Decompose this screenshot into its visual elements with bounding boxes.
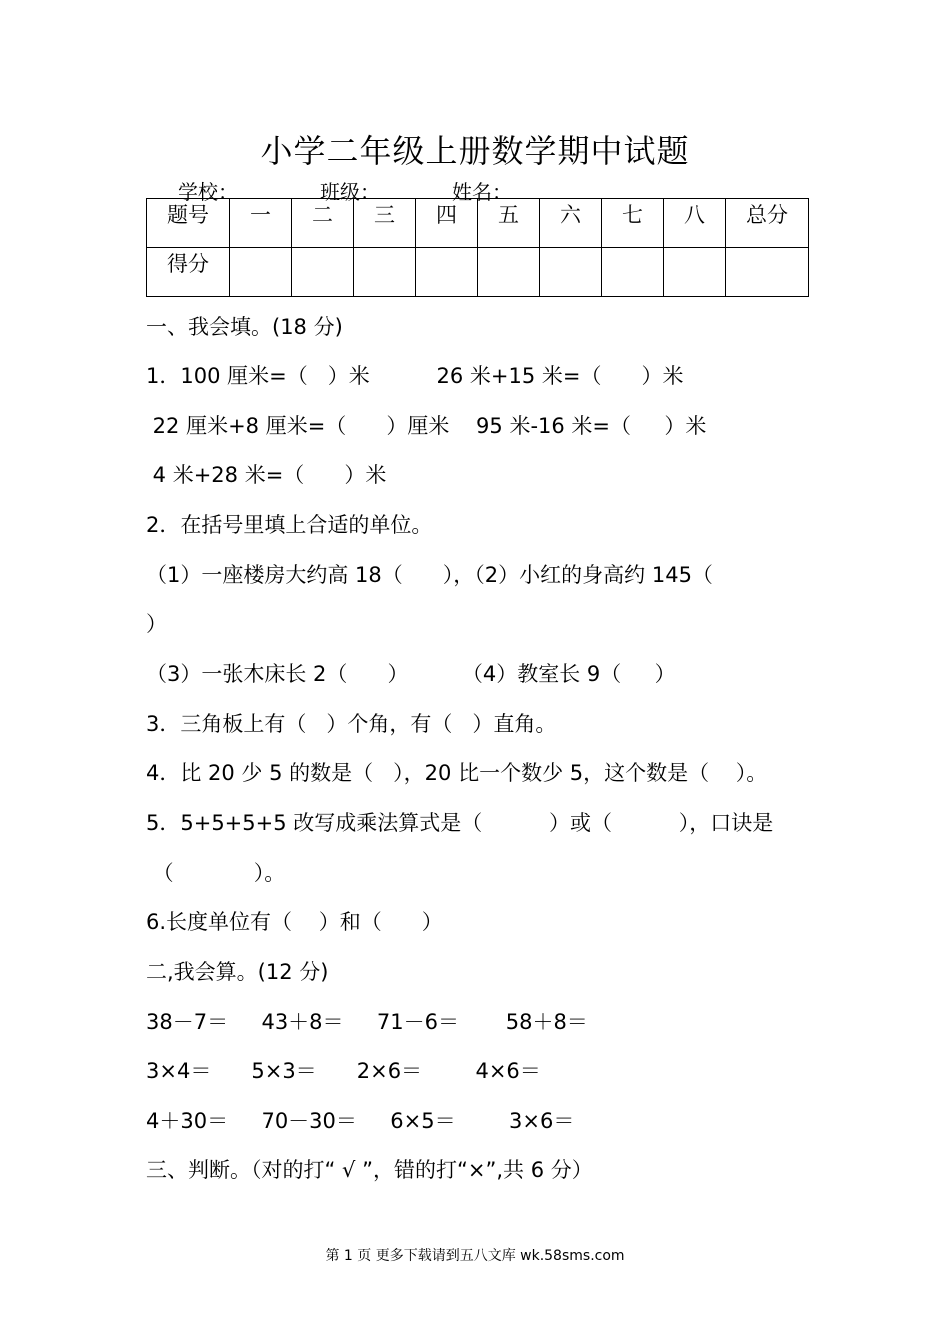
score-table: [146, 198, 809, 297]
question-6: 6.长度单位有（ ）和（ ）: [146, 910, 443, 934]
score-blank-cell: [292, 248, 354, 297]
header-fields: [0, 176, 950, 204]
question-2-line-1: （1）一座楼房大约高 18（ ），（2）小红的身高约 145（: [146, 563, 713, 587]
question-4: 4．比 20 少 5 的数是（ ），20 比一个数少 5，这个数是（ ）。: [146, 761, 768, 785]
score-blank-cell: [416, 248, 478, 297]
question-3: 3．三角板上有（ ）个角，有（ ）直角。: [146, 712, 557, 736]
class-label: 班级：: [320, 180, 380, 204]
score-table-cell: 题号: [147, 199, 230, 248]
score-blank-cell: [602, 248, 664, 297]
question-2-line-1-wrap: ）: [146, 612, 167, 636]
score-table-cell: 三: [354, 199, 416, 248]
score-table-cell: 二: [292, 199, 354, 248]
question-1-line-3: 4 米+28 米=（ ）米: [146, 463, 387, 487]
question-1-line-1: 1．100 厘米=（ ）米 26 米+15 米=（ ）米: [146, 364, 684, 388]
calc-row-2: 3×4＝ 5×3＝ 2×6＝ 4×6＝: [146, 1059, 541, 1083]
section-1-heading: 一、我会填。(18 分): [146, 315, 343, 339]
score-blank-cell: [726, 248, 809, 297]
score-blank-cell: [540, 248, 602, 297]
section-3-heading: 三、判断。（对的打“ √ ”，错的打“×”,共 6 分）: [146, 1158, 593, 1182]
name-label: 姓名：: [452, 180, 512, 204]
question-2-line-2: （3）一张木床长 2（ ） （4）教室长 9（ ）: [146, 662, 676, 686]
score-row-label: 得分: [147, 248, 230, 297]
score-table-cell: 八: [664, 199, 726, 248]
score-table-cell: 一: [230, 199, 292, 248]
calc-row-3: 4＋30＝ 70－30＝ 6×5＝ 3×6＝: [146, 1109, 575, 1133]
score-blank-cell: [230, 248, 292, 297]
score-blank-cell: [664, 248, 726, 297]
school-label: 学校：: [178, 180, 238, 204]
question-5: 5．5+5+5+5 改写成乘法算式是（ ）或（ ），口诀是: [146, 811, 774, 835]
section-2-heading: 二,我会算。(12 分): [146, 960, 329, 984]
score-blank-cell: [478, 248, 540, 297]
score-blank-cell: [354, 248, 416, 297]
calc-row-1: 38－7＝ 43＋8＝ 71－6＝ 58＋8＝: [146, 1010, 588, 1034]
score-table-cell: 六: [540, 199, 602, 248]
question-5-wrap: （ ）。: [146, 861, 286, 885]
page-footer: 第 1 页 更多下载请到五八文库 wk.58sms.com: [325, 1248, 625, 1264]
score-table-cell: 五: [478, 199, 540, 248]
score-table-cell: 四: [416, 199, 478, 248]
score-table-score-row: [147, 248, 809, 297]
question-1-line-2: 22 厘米+8 厘米=（ ）厘米 95 米-16 米=（ ）米: [146, 414, 707, 438]
score-table-header-row: [147, 199, 809, 248]
score-table-cell: 七: [602, 199, 664, 248]
score-table-cell: 总分: [726, 199, 809, 248]
page-title: 小学二年级上册数学期中试题: [260, 132, 690, 170]
question-2-heading: 2．在括号里填上合适的单位。: [146, 513, 433, 537]
